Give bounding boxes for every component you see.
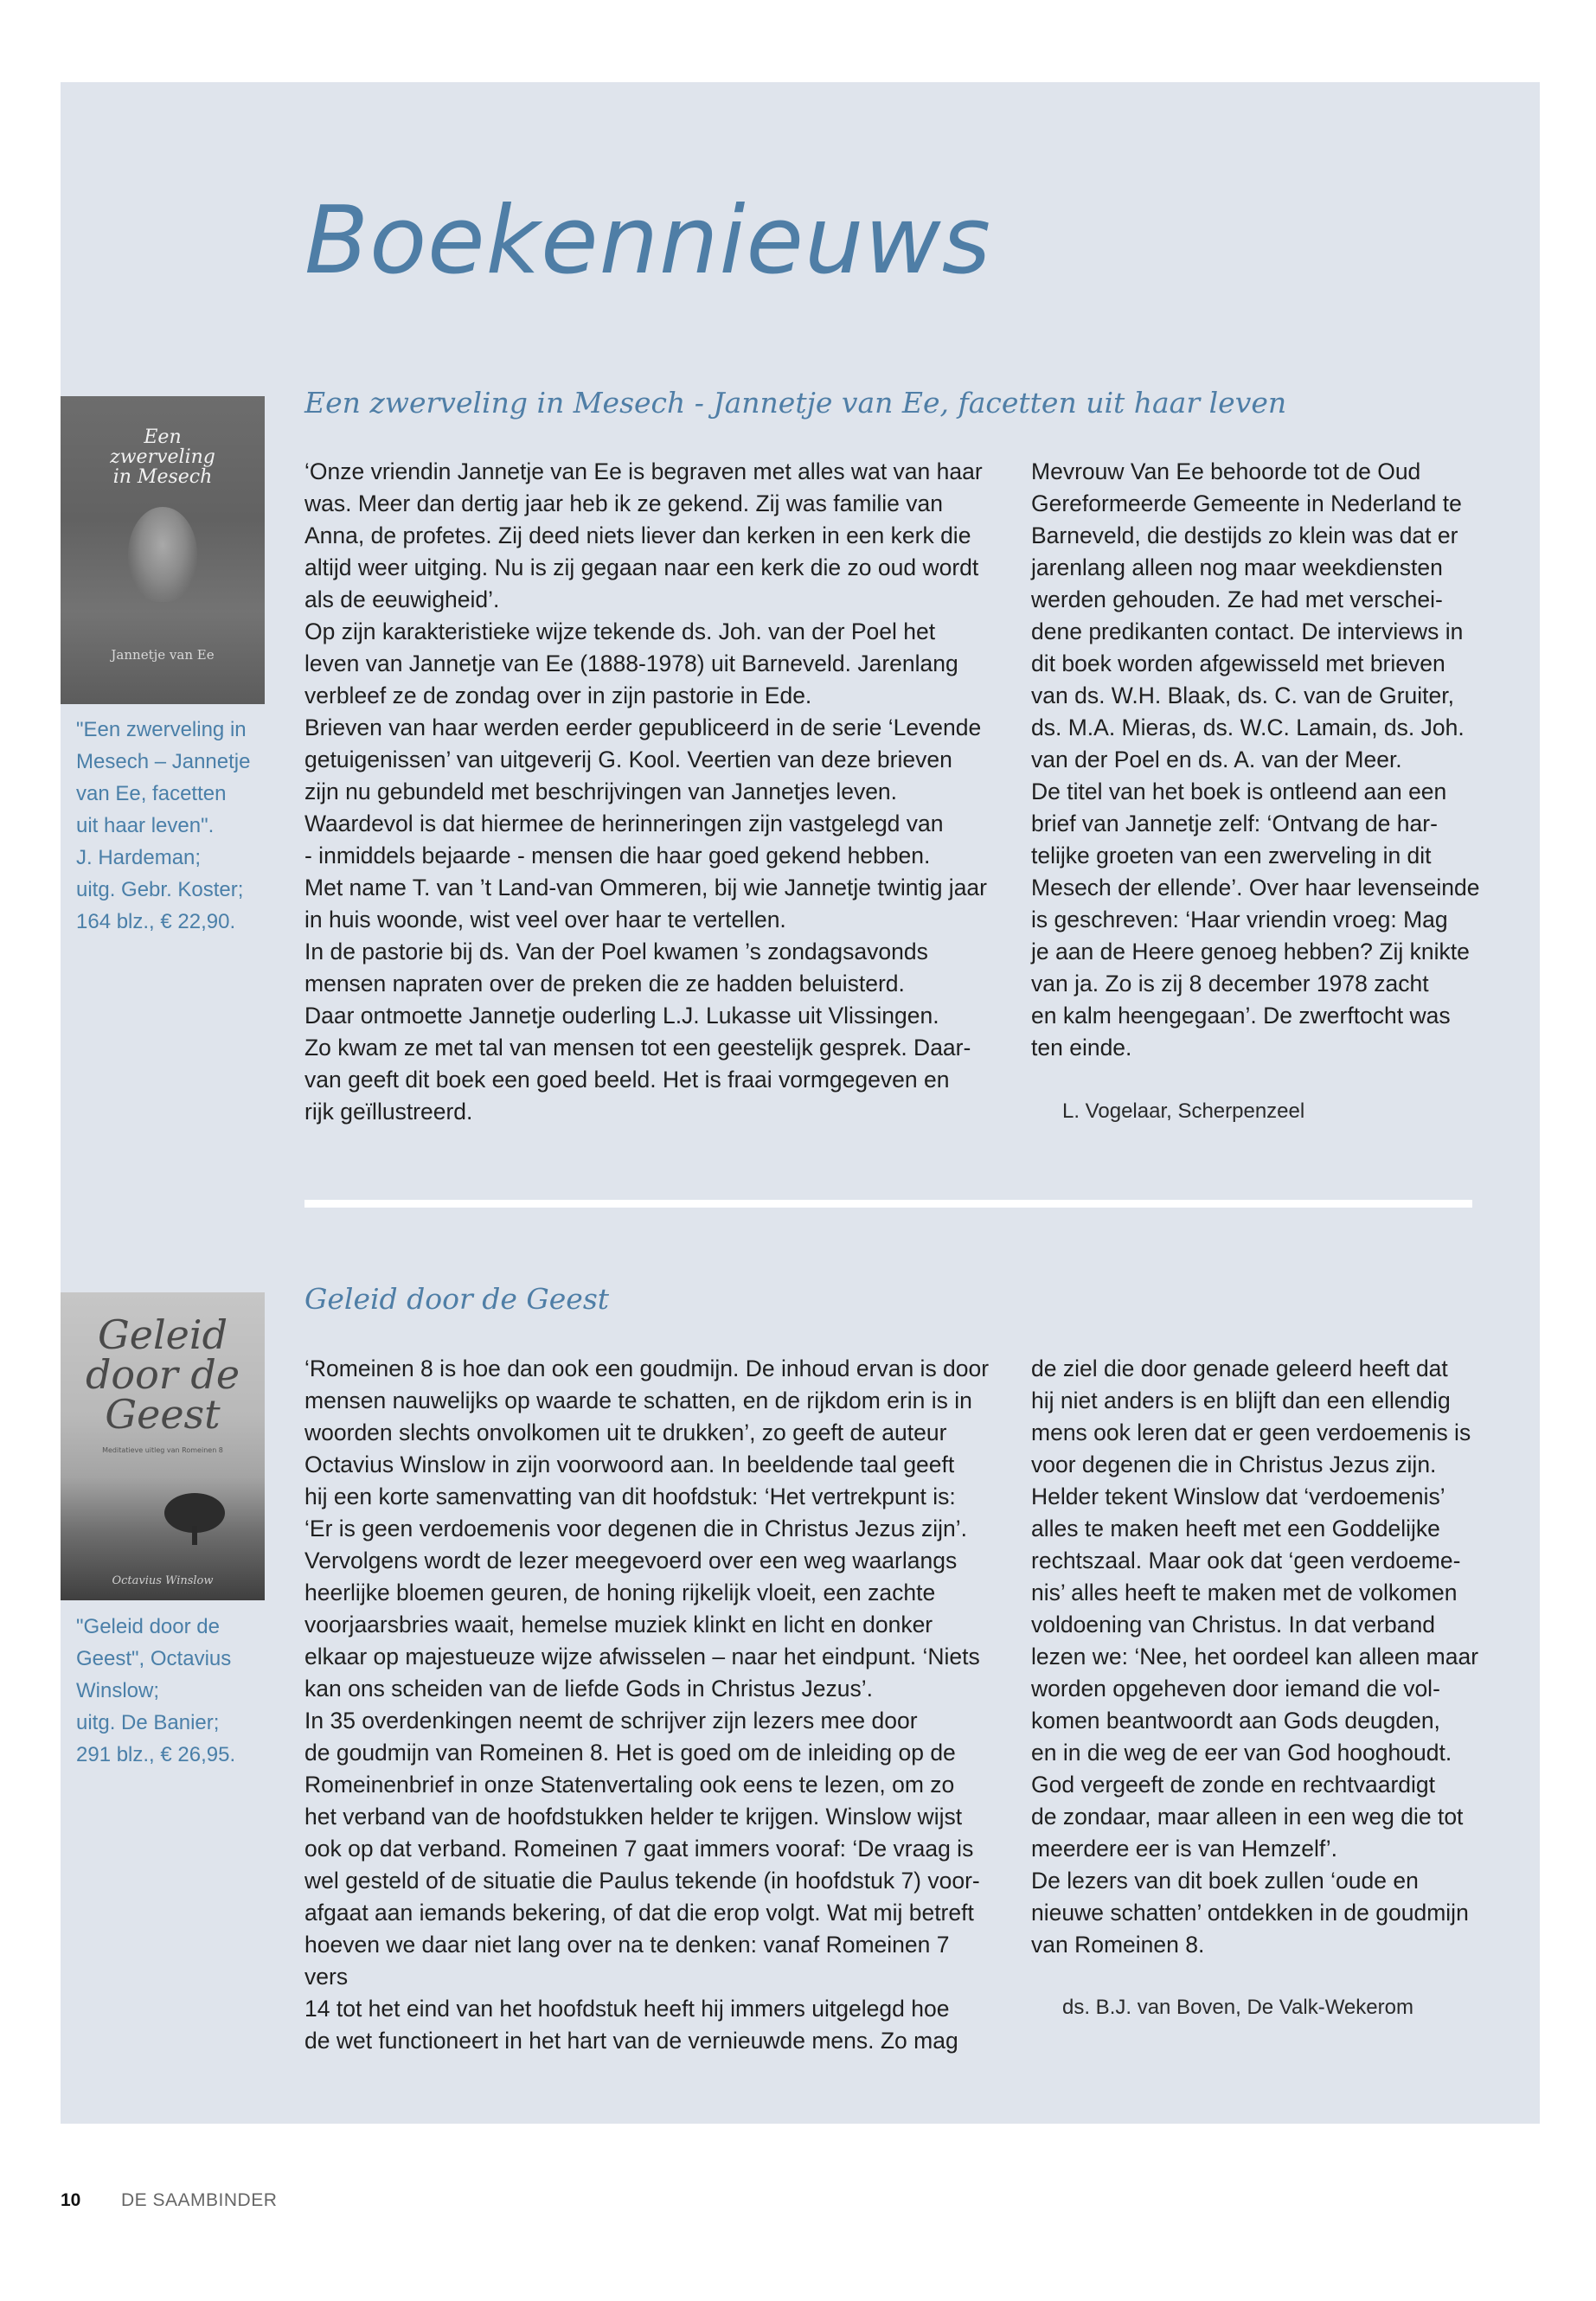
book-cover-geleid <box>61 1292 265 1600</box>
text-line: ‘Onze vriendin Jannetje van Ee is begraven met alles wat van haar <box>304 458 983 484</box>
text-line: voor degenen die in Christus Jezus zijn. <box>1031 1452 1437 1477</box>
review-signature: L. Vogelaar, Scherpenzeel <box>1062 1099 1305 1123</box>
magazine-name: DE SAAMBINDER <box>121 2190 278 2210</box>
article-text-right-column <box>1031 456 1498 1064</box>
article-text-right-column <box>1031 1353 1498 1961</box>
caption-line: uitg. Gebr. Koster; <box>76 878 244 901</box>
text-line: lezen we: ‘Nee, het oordeel kan alleen maar <box>1031 1644 1479 1670</box>
cover-title: Geleid door de Geest <box>85 1311 240 1438</box>
text-line: - inmiddels bejaarde - mensen die haar goed gekend hebben. <box>304 843 931 868</box>
text-line: leven van Jannetje van Ee (1888-1978) uit Barneveld. Jarenlang <box>304 651 958 676</box>
caption-line: 164 blz., € 22,90. <box>76 910 236 933</box>
page-number: 10 <box>61 2190 81 2210</box>
text-line: in huis woonde, wist veel over haar te vertellen. <box>304 907 786 933</box>
caption-line: Geest", Octavius <box>76 1647 232 1670</box>
text-line: ook op dat verband. Romeinen 7 gaat immers vooraf: ‘De vraag is <box>304 1836 974 1862</box>
text-line: komen beantwoordt aan Gods deugden, <box>1031 1708 1440 1734</box>
text-line: hij een korte samenvatting van dit hoofdstuk: ‘Het vertrekpunt is: <box>304 1484 956 1509</box>
text-line: heerlijke bloemen geuren, de honing rijkelijk vloeit, een zachte <box>304 1580 936 1606</box>
text-line: Zo kwam ze met tal van mensen tot een geestelijk gesprek. Daar- <box>304 1035 971 1061</box>
text-line: je aan de Heere genoeg hebben? Zij knikte <box>1031 939 1470 965</box>
book-cover-zwerveling <box>61 396 265 704</box>
text-line: wel gesteld of de situatie die Paulus tekende (in hoofdstuk 7) voor- <box>304 1868 980 1894</box>
article-title: Een zwerveling in Mesech - Jannetje van Ee, facetten uit haar leven <box>304 386 1287 420</box>
text-line: hij niet anders is en blijft dan een ellendig <box>1031 1388 1451 1413</box>
page-title: Boekennieuws <box>304 187 991 295</box>
text-line: mens ook leren dat er geen verdoemenis is <box>1031 1420 1471 1445</box>
cover-author: Octavius Winslow <box>112 1574 214 1587</box>
text-line: getuigenissen’ van uitgeverij G. Kool. Veertien van deze brieven <box>304 747 952 772</box>
cover-tree-trunk <box>192 1526 197 1545</box>
text-line: elkaar op majestueuze wijze afwisselen – naar het eindpunt. ‘Niets <box>304 1644 980 1670</box>
text-line: Op zijn karakteristieke wijze tekende ds. Joh. van der Poel het <box>304 619 936 644</box>
text-line: van der Poel en ds. A. van der Meer. <box>1031 747 1402 772</box>
caption-line: uit haar leven". <box>76 814 215 837</box>
text-line: is geschreven: ‘Haar vriendin vroeg: Mag <box>1031 907 1448 933</box>
text-line: Gereformeerde Gemeente in Nederland te <box>1031 490 1462 516</box>
text-line: God vergeeft de zonde en rechtvaardigt <box>1031 1772 1435 1798</box>
text-line: het verband van de hoofdstukken helder te krijgen. Winslow wijst <box>304 1804 963 1830</box>
text-line: verbleef ze de zondag over in zijn pastorie in Ede. <box>304 683 812 708</box>
review-signature: ds. B.J. van Boven, De Valk-Wekerom <box>1062 1996 1413 2019</box>
text-line: De titel van het boek is ontleend aan een <box>1031 779 1447 804</box>
text-line: de zondaar, maar alleen in een weg die tot <box>1031 1804 1464 1830</box>
text-line: jarenlang alleen nog maar weekdiensten <box>1031 554 1443 580</box>
text-line: mensen napraten over de preken die ze hadden beluisterd. <box>304 971 905 997</box>
caption-line: 291 blz., € 26,95. <box>76 1743 236 1766</box>
text-line: de goudmijn van Romeinen 8. Het is goed om de inleiding op de <box>304 1740 956 1766</box>
text-line: van Romeinen 8. <box>1031 1932 1205 1958</box>
text-line: Brieven van haar werden eerder gepubliceerd in de serie ‘Levende <box>304 715 982 740</box>
text-line: In de pastorie bij ds. Van der Poel kwamen ’s zondagsavonds <box>304 939 928 965</box>
text-line: Mevrouw Van Ee behoorde tot de Oud <box>1031 458 1421 484</box>
caption-line: Winslow; <box>76 1679 160 1702</box>
cover-author: Jannetje van Ee <box>111 647 215 663</box>
article-text-left-column <box>304 1353 992 2057</box>
text-line: zijn nu gebundeld met beschrijvingen van Jannetjes leven. <box>304 779 898 804</box>
text-line: en in die weg de eer van God hooghoudt. <box>1031 1740 1452 1766</box>
text-line: de ziel die door genade geleerd heeft dat <box>1031 1356 1448 1381</box>
cover-subtitle: Meditatieve uitleg van Romeinen 8 <box>102 1446 223 1454</box>
text-line: dit boek worden afgewisseld met brieven <box>1031 651 1445 676</box>
text-line: Helder tekent Winslow dat ‘verdoemenis’ <box>1031 1484 1445 1509</box>
text-line: altijd weer uitging. Nu is zij gegaan naar een kerk die zo oud wordt <box>304 554 979 580</box>
text-line: mensen nauwelijks op waarde te schatten, en de rijkdom erin is in <box>304 1388 972 1413</box>
text-line: en kalm heengegaan’. De zwerftocht was <box>1031 1003 1451 1029</box>
text-line: worden opgeheven door iemand die vol- <box>1031 1676 1440 1702</box>
text-line: De lezers van dit boek zullen ‘oude en <box>1031 1868 1419 1894</box>
caption-line: Mesech – Jannetje <box>76 750 251 773</box>
text-line: Octavius Winslow in zijn voorwoord aan. In beeldende taal geeft <box>304 1452 955 1477</box>
cover-portrait-image <box>128 507 197 602</box>
caption-line: J. Hardeman; <box>76 846 202 869</box>
text-line: ds. M.A. Mieras, ds. W.C. Lamain, ds. Joh. <box>1031 715 1465 740</box>
text-line: Daar ontmoette Jannetje ouderling L.J. Lukasse uit Vlissingen. <box>304 1003 939 1029</box>
cover-title: Een zwerveling in Mesech <box>110 426 215 489</box>
article-title: Geleid door de Geest <box>304 1282 610 1316</box>
book-caption <box>76 1611 266 1771</box>
text-line: telijke groeten van een zwerveling in dit <box>1031 843 1432 868</box>
caption-line: "Een zwerveling in <box>76 718 247 741</box>
text-line: Anna, de profetes. Zij deed niets liever dan kerken in een kerk die <box>304 522 971 548</box>
text-line: ‘Romeinen 8 is hoe dan ook een goudmijn. De inhoud ervan is door <box>304 1356 990 1381</box>
caption-line: uitg. De Banier; <box>76 1711 220 1734</box>
text-line: afgaat aan iemands bekering, of dat die erop volgt. Wat mij betreft <box>304 1900 974 1926</box>
article-text-left-column <box>304 456 992 1128</box>
text-line: alles te maken heeft met een Goddelijke <box>1031 1516 1440 1541</box>
section-divider <box>304 1200 1472 1208</box>
text-line: nis’ alles heeft te maken met de volkomen <box>1031 1580 1458 1606</box>
text-line: Barneveld, die destijds zo klein was dat er <box>1031 522 1458 548</box>
text-line: Mesech der ellende’. Over haar levenseinde <box>1031 875 1480 901</box>
text-line: woorden slechts onvolkomen uit te drukken’, zo geeft de auteur <box>304 1420 947 1445</box>
text-line: rechtszaal. Maar ook dat ‘geen verdoeme- <box>1031 1548 1461 1574</box>
text-line: Waardevol is dat hiermee de herinneringen zijn vastgelegd van <box>304 811 944 836</box>
text-line: Met name T. van ’t Land-van Ommeren, bij wie Jannetje twintig jaar <box>304 875 987 901</box>
text-line: In 35 overdenkingen neemt de schrijver zijn lezers mee door <box>304 1708 918 1734</box>
text-line: van ja. Zo is zij 8 december 1978 zacht <box>1031 971 1429 997</box>
text-line: ten einde. <box>1031 1035 1132 1061</box>
caption-line: van Ee, facetten <box>76 782 227 805</box>
text-line: brief van Jannetje zelf: ‘Ontvang de har- <box>1031 811 1438 836</box>
text-line: de wet functioneert in het hart van de vernieuwde mens. Zo mag <box>304 2028 958 2054</box>
text-line: 14 tot het eind van het hoofdstuk heeft hij immers uitgelegd hoe <box>304 1996 950 2022</box>
text-line: Romeinenbrief in onze Statenvertaling ook eens te lezen, om zo <box>304 1772 955 1798</box>
text-line: van geeft dit boek een goed beeld. Het is fraai vormgegeven en <box>304 1067 950 1093</box>
caption-line: "Geleid door de <box>76 1615 220 1638</box>
text-line: nieuwe schatten’ ontdekken in de goudmijn <box>1031 1900 1469 1926</box>
text-line: van ds. W.H. Blaak, ds. C. van de Gruiter, <box>1031 683 1454 708</box>
text-line: rijk geïllustreerd. <box>304 1099 473 1125</box>
text-line: werden gehouden. Ze had met verschei- <box>1031 586 1443 612</box>
text-line: als de eeuwigheid’. <box>304 586 500 612</box>
text-line: voorjaarsbries waait, hemelse muziek klinkt en licht en donker <box>304 1612 933 1638</box>
text-line: hoeven we daar niet lang over na te denken: vanaf Romeinen 7 vers <box>304 1932 950 1990</box>
book-caption <box>76 714 266 938</box>
text-line: kan ons scheiden van de liefde Gods in Christus Jezus’. <box>304 1676 873 1702</box>
text-line: was. Meer dan dertig jaar heb ik ze gekend. Zij was familie van <box>304 490 943 516</box>
text-line: Vervolgens wordt de lezer meegevoerd over een weg waarlangs <box>304 1548 958 1574</box>
text-line: ‘Er is geen verdoemenis voor degenen die in Christus Jezus zijn’. <box>304 1516 967 1541</box>
text-line: meerdere eer is van Hemzelf’. <box>1031 1836 1337 1862</box>
text-line: dene predikanten contact. De interviews in <box>1031 619 1464 644</box>
text-line: voldoening van Christus. In dat verband <box>1031 1612 1435 1638</box>
